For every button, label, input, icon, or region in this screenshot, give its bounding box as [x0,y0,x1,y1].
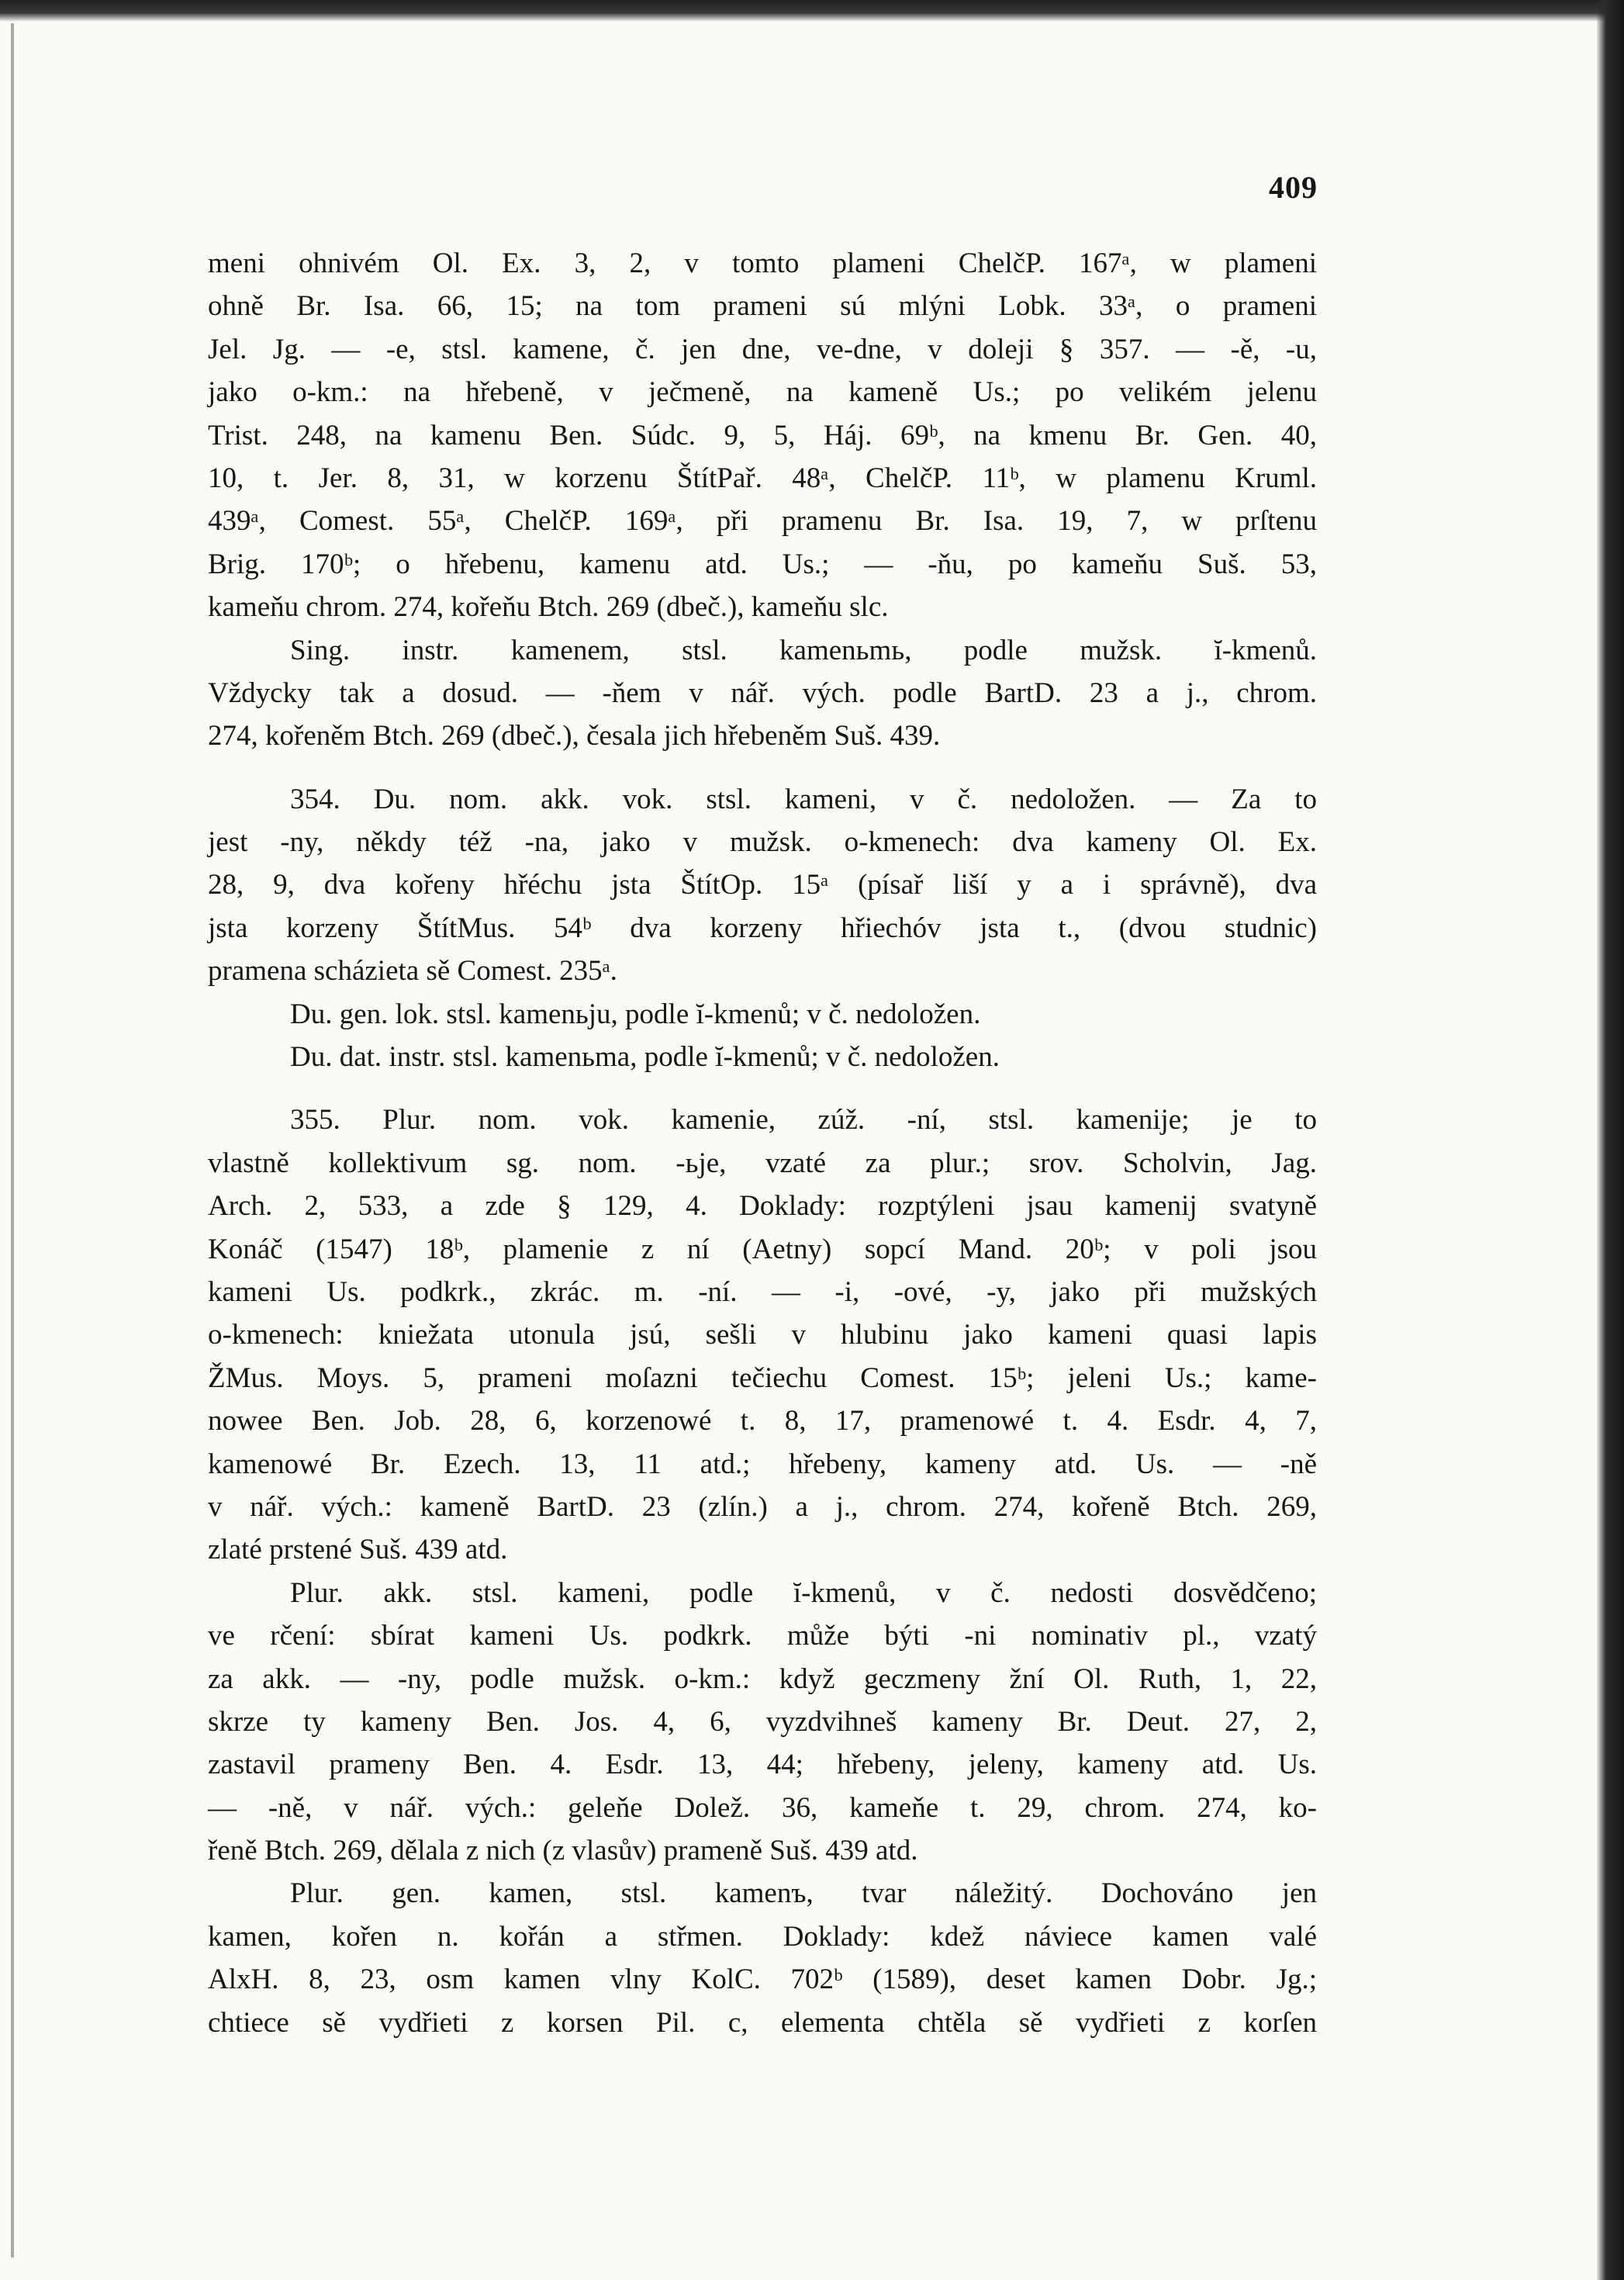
text-line: meni ohnivém Ol. Ex. 3, 2, v tomto plameni ChelčP. 167ᵃ, w plameni [208,247,1317,279]
paragraph-du-gen-lok [208,993,1317,1036]
text-line: vlastně kollektivum sg. nom. -ьje, vzaté za plur.; srov. Scholvin, Jag. [208,1147,1317,1179]
text-line: zlaté prstené Suš. 439 atd. [208,1534,508,1566]
text-line: Sing. instr. kamenem, stsl. kamenьmь, podle mužsk. ĭ-kmenů. [290,634,1317,666]
text-line: Konáč (1547) 18ᵇ, plamenie z ní (Aetny) sopcí Mand. 20ᵇ; v poli jsou [208,1233,1317,1265]
text-line: Plur. gen. kamen, stsl. kamenъ, tvar náležitý. Dochováno jen [290,1877,1317,1910]
text-line: v nář. vých.: kameně BartD. 23 (zlín.) a j., chrom. 274, kořeně Btch. 269, [208,1490,1317,1523]
text-line: řeně Btch. 269, dělala z nich (z vlasův) prameně Suš. 439 atd. [208,1835,918,1867]
text-line: jako o-km.: na hřebeně, v ječmeně, na kameně Us.; po velikém jelenu [208,376,1317,409]
text-line: kameni Us. podkrk., zkrác. m. -ní. — -i, -ové, -y, jako při mužských [208,1275,1317,1308]
text-line: chtiece sě vydřieti z korsen Pil. c, elementa chtěla sě vydřieti z korſen [208,2006,1317,2039]
text-line: za akk. — -ny, podle mužsk. o-km.: když geczmeny žní Ol. Ruth, 1, 22, [208,1662,1317,1695]
text-line: Brig. 170ᵇ; o hřebenu, kamenu atd. Us.; — -ňu, po kameňu Suš. 53, [208,548,1317,580]
scan-left-margin [11,23,14,2258]
paragraph-du-dat-instr [208,1036,1317,1078]
page-body [208,242,1317,2044]
text-line: pramena scházieta sě Comest. 235ᵃ. [208,955,617,988]
paragraph-sing-instr [208,629,1317,758]
text-line: Du. dat. instr. stsl. kamenьma, podle ĭ-kmenů; v č. nedoložen. [290,1041,1000,1074]
paragraph-continuation [208,242,1317,629]
text-line: Trist. 248, na kamenu Ben. Súdc. 9, 5, Háj. 69ᵇ, na kmenu Br. Gen. 40, [208,419,1317,452]
text-line: ve rčení: sbírat kameni Us. podkrk. může býti -ni nominativ pl., vzatý [208,1620,1317,1652]
text-line: Vždycky tak a dosud. — -ňem v nář. vých. podle BartD. 23 a j., chrom. [208,676,1317,709]
section-355 [208,1098,1317,1571]
text-line: Plur. akk. stsl. kameni, podle ĭ-kmenů, v č. nedosti dosvědčeno; [290,1576,1317,1609]
text-line: skrze ty kameny Ben. Jos. 4, 6, vyzdvihneš kameny Br. Deut. 27, 2, [208,1705,1317,1738]
paragraph-gap [208,758,1317,778]
section-354 [208,778,1317,993]
scan-top-edge [0,0,1624,22]
text-line: 354. Du. nom. akk. vok. stsl. kameni, v č. nedoložen. — Za to [290,783,1317,815]
text-line: kameňu chrom. 274, kořeňu Btch. 269 (dbeč.), kameňu slc. [208,591,889,624]
paragraph-plur-gen [208,1872,1317,2044]
text-line: jsta korzeny ŠtítMus. 54ᵇ dva korzeny hřiechóv jsta t., (dvou studnic) [208,912,1317,944]
text-line: jest -ny, někdy též -na, jako v mužsk. o-kmenech: dva kameny Ol. Ex. [208,826,1317,859]
text-line: AlxH. 8, 23, osm kamen vlny KolC. 702ᵇ (1589), deset kamen Dobr. Jg.; [208,1963,1317,1996]
text-line: ohně Br. Isa. 66, 15; na tom prameni sú mlýni Lobk. 33ᵃ, o prameni [208,290,1317,323]
text-line: ŽMus. Moys. 5, prameni moſazni tečiechu Comest. 15ᵇ; jeleni Us.; kame- [208,1361,1317,1394]
text-line: kamenowé Br. Ezech. 13, 11 atd.; hřebeny, kameny atd. Us. — -ně [208,1448,1317,1480]
text-line: Du. gen. lok. stsl. kamenьju, podle ĭ-kmenů; v č. nedoložen. [290,998,981,1030]
text-line: — -ně, v nář. vých.: geleňe Dolež. 36, kameňe t. 29, chrom. 274, ko- [208,1791,1317,1824]
scan-right-edge [1596,0,1624,2280]
text-line: 10, t. Jer. 8, 31, w korzenu ŠtítPař. 48ᵃ, ChelčP. 11ᵇ, w plamenu Kruml. [208,462,1317,494]
paragraph-plur-akk [208,1572,1317,1873]
text-line: nowee Ben. Job. 28, 6, korzenowé t. 8, 17, pramenowé t. 4. Esdr. 4, 7, [208,1405,1317,1438]
text-line: Jel. Jg. — -e, stsl. kamene, č. jen dne, ve-dne, v doleji § 357. — -ě, -u, [208,333,1317,365]
text-line: 28, 9, dva kořeny hřéchu jsta ŠtítOp. 15ᵃ (písař liší y a i správně), dva [208,869,1317,901]
text-line: 439ᵃ, Comest. 55ᵃ, ChelčP. 169ᵃ, při pramenu Br. Isa. 19, 7, w prſtenu [208,505,1317,538]
text-line: 355. Plur. nom. vok. kamenie, zúž. -ní, stsl. kamenije; je to [290,1104,1317,1137]
text-line: zastavil prameny Ben. 4. Esdr. 13, 44; hřebeny, jeleny, kameny atd. Us. [208,1749,1317,1781]
page-number: 409 [1269,170,1318,205]
text-line: 274, kořeněm Btch. 269 (dbeč.), česala jich hřebeněm Suš. 439. [208,720,941,753]
text-line: kamen, kořen n. kořán a střmen. Doklady: kdež náviece kamen valé [208,1920,1317,1953]
text-line: Arch. 2, 533, a zde § 129, 4. Doklady: rozptýleni jsau kamenij svatyně [208,1190,1317,1223]
text-line: o-kmenech: kniežata utonula jsú, sešli v hlubinu jako kameni quasi lapis [208,1319,1317,1351]
paragraph-gap [208,1078,1317,1098]
